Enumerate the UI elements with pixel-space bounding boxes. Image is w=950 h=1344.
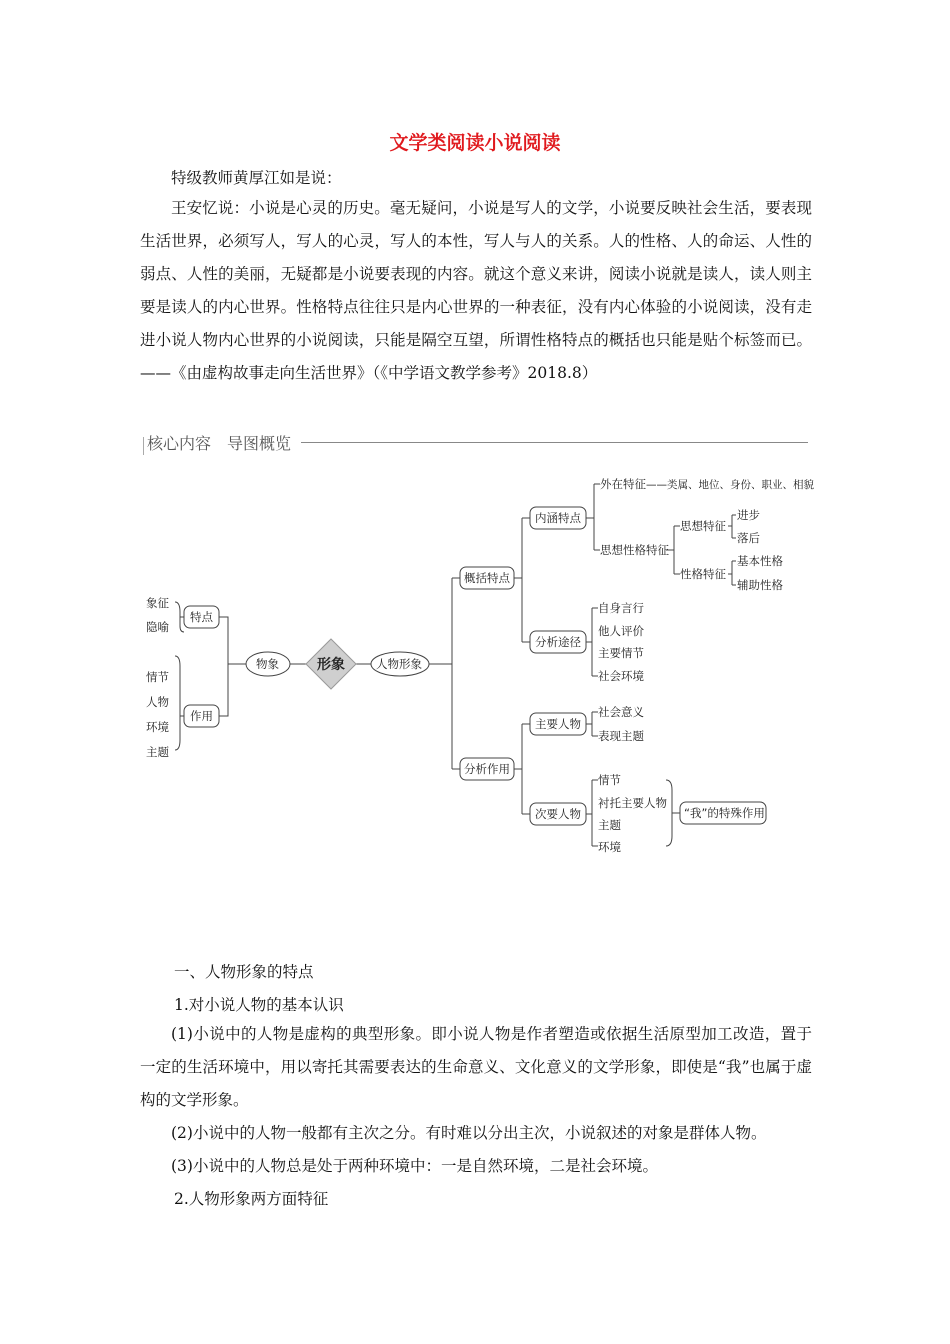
paragraph-2: (2)小说中的人物一般都有主次之分。有时难以分出主次，小说叙述的对象是群体人物。 bbox=[171, 1124, 767, 1142]
item-basic-character: 基本性格 bbox=[737, 554, 783, 568]
node-center: 形象 bbox=[317, 657, 345, 673]
node-summary: 概括特点 bbox=[464, 571, 510, 585]
item-words-deeds: 自身言行 bbox=[598, 601, 644, 615]
item-character-feature: 性格特征 bbox=[680, 567, 726, 581]
item-others-evaluation: 他人评价 bbox=[598, 624, 644, 638]
node-main-character: 主要人物 bbox=[535, 717, 581, 731]
item-thought-feature: 思想特征 bbox=[680, 519, 726, 533]
section-header bbox=[143, 431, 808, 455]
node-approach: 分析途径 bbox=[535, 635, 581, 649]
item-social-environment: 社会环境 bbox=[598, 669, 644, 683]
item-external: 外在特征 bbox=[600, 477, 646, 491]
left-item-environment: 环境 bbox=[146, 720, 169, 734]
item-minor-theme: 主题 bbox=[598, 818, 621, 832]
paragraph-1: (1)小说中的人物是虚构的典型形象。即小说人物是作者塑造或依据生活原型加工改造，置于一定的生活环境中，用以寄托其需要表达的生命意义、文化意义的文学形象，即使是“我”也属于虚构的文学形象。 bbox=[140, 1025, 812, 1109]
intro-line: 特级教师黄厚江如是说： bbox=[171, 169, 342, 187]
node-role: 作用 bbox=[190, 709, 213, 723]
node-feature: 特点 bbox=[190, 610, 213, 624]
left-item-metaphor: 隐喻 bbox=[146, 620, 169, 634]
item-external-detail: ——类属、地位、身份、职业、相貌 bbox=[646, 479, 814, 491]
item-foil-main: 衬托主要人物 bbox=[598, 796, 667, 810]
left-item-plot: 情节 bbox=[146, 670, 169, 684]
paragraph-3: (3)小说中的人物总是处于两种环境中：一是自然环境，二是社会环境。 bbox=[171, 1157, 658, 1175]
item-auxiliary-character: 辅助性格 bbox=[737, 578, 783, 592]
node-me-role: “我”的特殊作用 bbox=[684, 806, 765, 820]
item-minor-plot: 情节 bbox=[598, 773, 621, 787]
node-object: 物象 bbox=[256, 657, 279, 671]
item-thought: 思想性格特征 bbox=[600, 543, 669, 557]
section-header-text: 核心内容 导图概览 bbox=[147, 434, 292, 453]
header-rule bbox=[301, 442, 808, 443]
item-express-theme: 表现主题 bbox=[598, 729, 644, 743]
node-analysis: 分析作用 bbox=[464, 762, 510, 776]
node-minor-character: 次要人物 bbox=[535, 807, 581, 821]
left-item-character: 人物 bbox=[146, 695, 169, 709]
item-backward: 落后 bbox=[737, 531, 760, 545]
item-progressive: 进步 bbox=[737, 508, 760, 522]
heading-1-2: 2.人物形象两方面特征 bbox=[174, 1190, 329, 1208]
left-item-symbol: 象征 bbox=[146, 596, 169, 610]
item-minor-environment: 环境 bbox=[598, 840, 621, 854]
intro-quote: 王安忆说：小说是心灵的历史。毫无疑问，小说是写人的文学，小说要反映社会生活，要表现生活世界，必须写人，写人的心灵，写人的本性，写人与人的关系。人的性格、人的命运、人性的弱点、人性的美丽，无疑都是小说要表现的内容。就这个意义来讲，阅读小说就是读人，读人则主要是读人的内心世界。性格特点往往只是内心世界的一种表征，没有内心体验的小说阅读，没有走进小说人物内心世界的小说阅读，只能是隔空互望，所谓性格特点的概括也只能是贴个标签而已。——《由虚构故事走向生活世界》（《中学语文教学参考》2018.8） bbox=[140, 199, 812, 382]
node-character-image: 人物形象 bbox=[376, 657, 422, 671]
heading-1-1: 1.对小说人物的基本认识 bbox=[174, 996, 344, 1014]
mind-map bbox=[0, 460, 950, 880]
page-title: 文学类阅读小说阅读 bbox=[389, 132, 561, 154]
header-tick bbox=[143, 437, 144, 455]
heading-1: 一、人物形象的特点 bbox=[174, 963, 314, 981]
node-connotation: 内涵特点 bbox=[535, 511, 581, 525]
left-item-theme: 主题 bbox=[146, 745, 169, 759]
item-social-meaning: 社会意义 bbox=[598, 705, 644, 719]
item-main-plot: 主要情节 bbox=[598, 646, 644, 660]
